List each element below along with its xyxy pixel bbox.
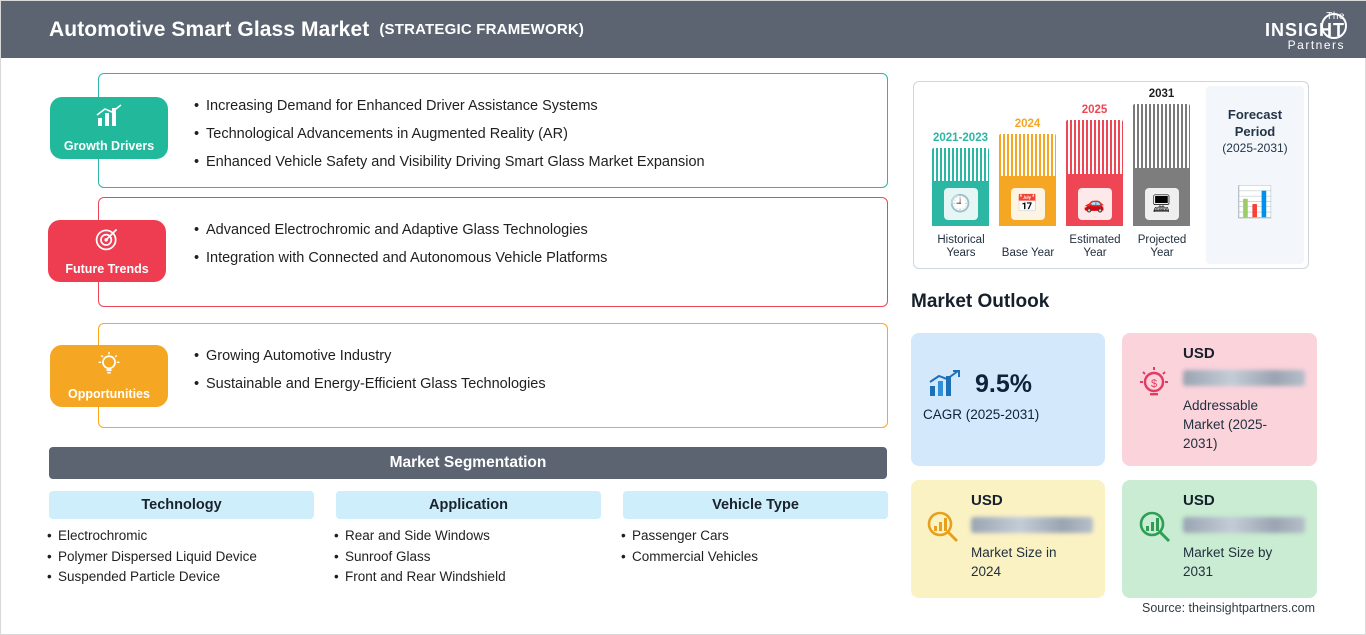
insight-partners-logo	[1210, 11, 1345, 51]
list-item: • Advanced Electrochromic and Adaptive Glass Technologies	[194, 216, 607, 244]
list-item: • Polymer Dispersed Liquid Device	[47, 547, 327, 568]
list-item: • Front and Rear Windshield	[334, 567, 614, 588]
future-trends-panel	[98, 197, 888, 307]
list-item: • Passenger Cars	[621, 526, 901, 547]
kpi-card-market-size-2031	[1122, 480, 1317, 598]
badge-label: Growth Drivers	[63, 139, 155, 153]
list-item: • Sunroof Glass	[334, 547, 614, 568]
list-item: • Rear and Side Windows	[334, 526, 614, 547]
timeline-year: 2024	[1014, 118, 1041, 130]
presentation-icon: 🖥	[1145, 188, 1179, 220]
list-item: • Technological Advancements in Augmented Reality (AR)	[194, 120, 705, 148]
timeline-year: 2031	[1148, 88, 1175, 100]
kpi-blurred-value	[1183, 370, 1305, 386]
kpi-usd-label: USD	[1183, 345, 1215, 362]
page-subtitle: (STRATEGIC FRAMEWORK)	[379, 21, 585, 38]
list-item: • Growing Automotive Industry	[194, 342, 546, 370]
list-item: • Electrochromic	[47, 526, 327, 547]
segment-header-vehicle-type: Vehicle Type	[623, 491, 888, 519]
logo-ring-icon	[1321, 13, 1347, 39]
kpi-sub-label: Market Size in 2024	[971, 545, 1057, 579]
history-clock-icon: 🕘	[944, 188, 978, 220]
timeline-bar	[1066, 120, 1123, 226]
forecast-range: (2025-2031)	[1222, 141, 1288, 155]
search-growth-icon	[1134, 506, 1173, 548]
future-trends-badge	[48, 220, 166, 282]
kpi-card-market-size-2024	[911, 480, 1105, 598]
car-icon: 🚗	[1078, 188, 1112, 220]
segment-header-technology: Technology	[49, 491, 314, 519]
timeline-caption-base: Base Year	[1001, 247, 1055, 259]
timeline-year: 2025	[1081, 104, 1108, 116]
list-item: • Enhanced Vehicle Safety and Visibility Driving Smart Glass Market Expansion	[194, 148, 705, 176]
kpi-usd-label: USD	[971, 492, 1003, 509]
badge-label: Opportunities	[68, 387, 150, 401]
bulb-dollar-icon	[1134, 363, 1173, 405]
timeline-caption-historical: Historical Years	[937, 234, 985, 259]
list-item: • Sustainable and Energy-Efficient Glass Technologies	[194, 370, 546, 398]
kpi-card-addressable-market	[1122, 333, 1317, 466]
kpi-blurred-value	[1183, 517, 1305, 533]
logo-line-insight: INSIGHT	[1264, 20, 1345, 40]
segment-header-application: Application	[336, 491, 601, 519]
bar-chart-icon	[50, 103, 168, 134]
kpi-blurred-value	[971, 517, 1093, 533]
kpi-card-cagr	[911, 333, 1105, 466]
badge-label: Future Trends	[65, 262, 149, 276]
segment-list-technology	[47, 526, 327, 588]
timeline-bar	[932, 148, 989, 226]
list-item: • Commercial Vehicles	[621, 547, 901, 568]
list-item: • Increasing Demand for Enhanced Driver Assistance Systems	[194, 92, 705, 120]
kpi-sub-label: Market Size by 2031	[1183, 545, 1273, 579]
forecast-label: Forecast Period	[1227, 107, 1283, 139]
logo-line-the: The	[1326, 11, 1345, 22]
growth-drivers-panel	[98, 73, 888, 188]
kpi-usd-label: USD	[1183, 492, 1215, 509]
list-item: • Integration with Connected and Autonomous Vehicle Platforms	[194, 244, 607, 272]
analytics-people-icon: 📊	[1236, 186, 1274, 219]
forecast-timeline-card	[913, 81, 1309, 269]
cagr-label: CAGR (2025-2031)	[923, 407, 1040, 422]
forecast-period-box	[1206, 86, 1304, 264]
market-segmentation-header: Market Segmentation	[49, 447, 887, 479]
opportunities-list	[194, 342, 546, 398]
future-trends-list	[194, 216, 607, 272]
timeline-bar	[999, 134, 1056, 226]
kpi-sub-label: Addressable Market (2025-2031)	[1183, 398, 1268, 451]
growth-chart-icon	[923, 363, 965, 405]
timeline-bar	[1133, 104, 1190, 226]
market-outlook-title: Market Outlook	[911, 291, 1050, 312]
opportunities-badge	[50, 345, 168, 407]
source-attribution: Source: theinsightpartners.com	[1141, 601, 1315, 615]
svg-text:$: $	[1150, 378, 1157, 390]
timeline-year: 2021-2023	[933, 132, 988, 144]
opportunities-panel	[98, 323, 888, 428]
list-item: • Suspended Particle Device	[47, 567, 327, 588]
target-icon	[48, 226, 166, 257]
lightbulb-icon	[50, 351, 168, 382]
logo-line-partners: Partners	[1287, 38, 1345, 52]
timeline-caption-projected: Projected Year	[1137, 234, 1187, 259]
cagr-value: 9.5%	[975, 369, 1032, 398]
calendar-icon: 📅	[1011, 188, 1045, 220]
segment-list-application	[334, 526, 614, 588]
growth-drivers-list	[194, 92, 705, 176]
search-dollar-icon	[923, 506, 961, 548]
page-title: Automotive Smart Glass Market	[49, 17, 370, 41]
growth-drivers-badge	[50, 97, 168, 159]
timeline-caption-estimated: Estimated Year	[1069, 234, 1121, 259]
page-header	[1, 1, 1366, 58]
segment-list-vehicle-type	[621, 526, 901, 567]
